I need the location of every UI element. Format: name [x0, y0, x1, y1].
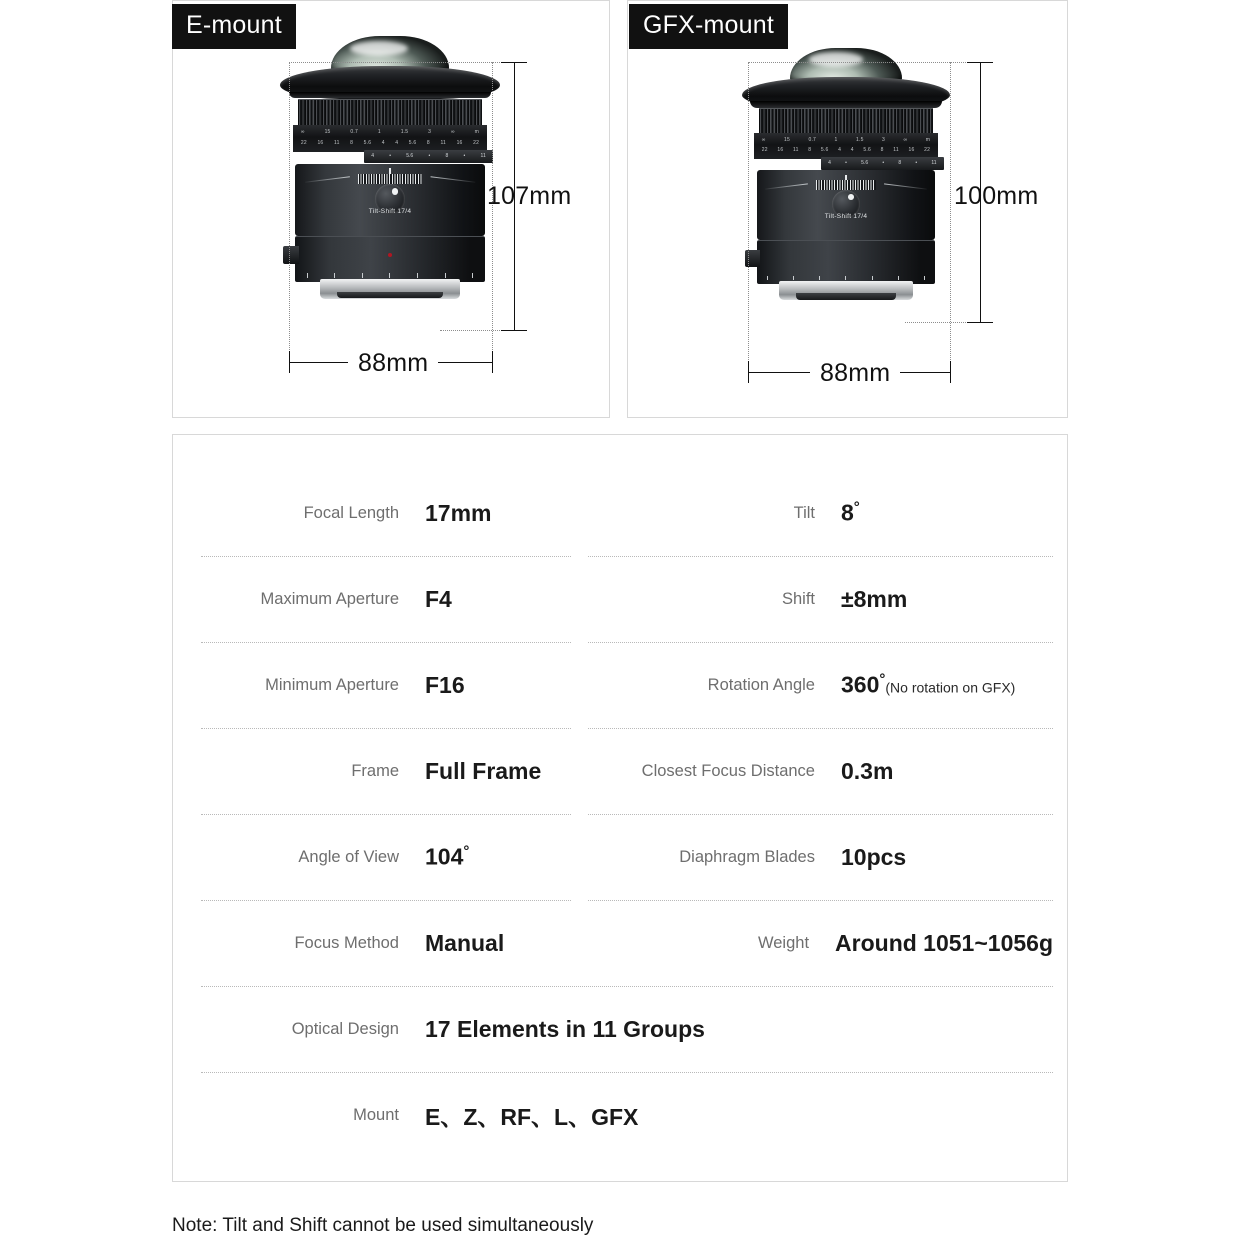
table-row	[201, 986, 1053, 1072]
table-row	[201, 900, 1053, 986]
distance-scale-bottom: 22 16 11 8 5.6 4 4 5.6 8 11 16 22	[300, 139, 480, 146]
emount-width-label: 88mm	[348, 349, 438, 378]
aperture-scale: 4 • 5.6 • 8 • 11	[821, 157, 944, 169]
gfx-tag: GFX-mount	[629, 4, 788, 49]
distance-scale-band	[754, 133, 937, 159]
spec-label: Maximum Aperture	[260, 589, 399, 608]
focus-ring	[298, 99, 483, 127]
spec-value: 17 Elements in 11 Groups	[425, 1015, 705, 1042]
lens-model-text: Tilt-Shift 17/4	[824, 213, 868, 221]
shift-lock-knob	[283, 246, 298, 264]
gfx-height-cap-top	[967, 62, 993, 63]
spec-label: Optical Design	[291, 1019, 399, 1038]
spec-label: Focus Method	[294, 933, 399, 952]
gfx-guide-top	[748, 62, 980, 63]
distance-scale-band	[293, 125, 487, 152]
emount-lens-image	[280, 36, 500, 336]
tilt-arrow-right-icon	[430, 177, 475, 184]
spec-value: E、Z、RF、L、GFX	[425, 1103, 639, 1130]
gfx-width-cap-left	[748, 361, 749, 383]
spec-value: 104°	[425, 843, 470, 870]
lens-illustration	[280, 36, 500, 336]
table-row	[201, 1072, 1053, 1158]
spec-cell-angle-of-view	[201, 814, 601, 900]
lens-shift-base	[757, 240, 936, 284]
tilt-arrow-right-icon	[884, 183, 927, 189]
gfx-height-cap-bottom	[967, 322, 993, 323]
table-row	[201, 728, 1053, 814]
spec-cell-focal-length	[201, 470, 601, 556]
spec-value: 0.3m	[841, 757, 894, 784]
spec-value: F4	[425, 585, 452, 612]
spec-label: Weight	[757, 933, 810, 952]
spec-label: Angle of View	[298, 847, 399, 866]
table-row	[201, 642, 1053, 728]
spec-value: Around 1051~1056g	[835, 929, 1053, 956]
lens-hood-lip	[750, 101, 941, 107]
lens-mid-barrel	[295, 164, 484, 236]
emount-guide-top	[289, 62, 514, 63]
aperture-scale: 4 • 5.6 • 8 • 11	[364, 150, 494, 163]
focus-ring	[759, 108, 934, 134]
emount-height-cap-top	[501, 62, 527, 63]
emount-width-cap-right	[492, 351, 493, 373]
mount-index-dot-icon	[388, 253, 392, 257]
lens-glass-highlight	[809, 52, 863, 66]
spec-cell-rotation-angle	[601, 642, 1053, 728]
shift-scale	[307, 270, 474, 278]
lens-mid-barrel	[757, 170, 936, 239]
spec-value: F16	[425, 671, 465, 698]
gfx-width-label: 88mm	[810, 359, 900, 388]
spec-cell-frame	[201, 728, 601, 814]
shift-scale	[767, 272, 924, 280]
table-row	[201, 814, 1053, 900]
spec-value: Full Frame	[425, 757, 542, 784]
spec-cell-optical-design	[201, 986, 1053, 1072]
spec-label: Rotation Angle	[707, 675, 815, 694]
spec-cell-focus-method	[201, 900, 601, 986]
distance-scale-bottom: 22 16 11 8 5.6 4 4 5.6 8 11 16 22	[761, 147, 931, 154]
spec-label: Focal Length	[303, 503, 399, 522]
lens-mount-opening	[337, 292, 443, 299]
spec-label: Diaphragm Blades	[679, 847, 815, 866]
emount-height-label: 107mm	[487, 182, 572, 210]
gfx-guide-right	[950, 62, 951, 362]
gfx-guide-left	[748, 62, 749, 362]
gfx-width-cap-right	[950, 361, 951, 383]
spec-value: Manual	[425, 929, 505, 956]
table-row	[201, 470, 1053, 556]
tilt-arrow-left-icon	[305, 177, 350, 184]
lens-illustration	[742, 48, 950, 336]
spec-cell-weight	[601, 900, 1053, 986]
spec-label: Mount	[353, 1105, 399, 1124]
tilt-gauge-scale	[816, 180, 877, 190]
tilt-gauge-scale	[358, 174, 422, 184]
emount-width-cap-left	[289, 351, 290, 373]
tilt-arrow-left-icon	[766, 183, 809, 189]
gfx-lens-image	[742, 48, 950, 336]
spec-cell-maximum-aperture	[201, 556, 601, 642]
spec-cell-shift	[601, 556, 1053, 642]
spec-label: Minimum Aperture	[265, 675, 399, 694]
spec-value: 8°	[841, 499, 860, 526]
footnote: Note: Tilt and Shift cannot be used simultaneously	[172, 1215, 594, 1236]
spec-cell-minimum-aperture	[201, 642, 601, 728]
emount-tag: E-mount	[172, 4, 296, 49]
lens-shift-base	[295, 236, 484, 282]
gfx-height-label: 100mm	[954, 182, 1039, 210]
emount-height-cap-bottom	[501, 330, 527, 331]
lens-glass-highlight	[350, 41, 407, 56]
emount-guide-right	[492, 62, 493, 362]
spec-cell-tilt	[601, 470, 1053, 556]
spec-value: ±8mm	[841, 585, 908, 612]
spec-label: Tilt	[793, 503, 815, 522]
spec-value: 360°(No rotation on GFX)	[841, 671, 1016, 698]
spec-value: 10pcs	[841, 843, 907, 870]
spec-cell-diaphragm-blades	[601, 814, 1053, 900]
spec-label: Shift	[781, 589, 815, 608]
distance-scale-top: ∞ 15 0.7 1 1.5 3 ∞ m	[761, 137, 931, 144]
lens-hood-lip	[289, 92, 491, 99]
specifications-table	[201, 470, 1053, 1158]
lens-model-text: Tilt-Shift 17/4	[368, 208, 412, 216]
spec-label: Closest Focus Distance	[641, 761, 815, 780]
spec-cell-closest-focus-distance	[601, 728, 1053, 814]
lens-mount-opening	[796, 293, 896, 299]
spec-label: Frame	[351, 761, 399, 780]
rotation-angle-note: (No rotation on GFX)	[885, 679, 1016, 696]
spec-value: 17mm	[425, 499, 492, 526]
emount-guide-left	[289, 62, 290, 362]
spec-cell-mount	[201, 1072, 1053, 1158]
table-row	[201, 556, 1053, 642]
distance-scale-top: ∞ 15 0.7 1 1.5 3 ∞ m	[300, 129, 480, 136]
